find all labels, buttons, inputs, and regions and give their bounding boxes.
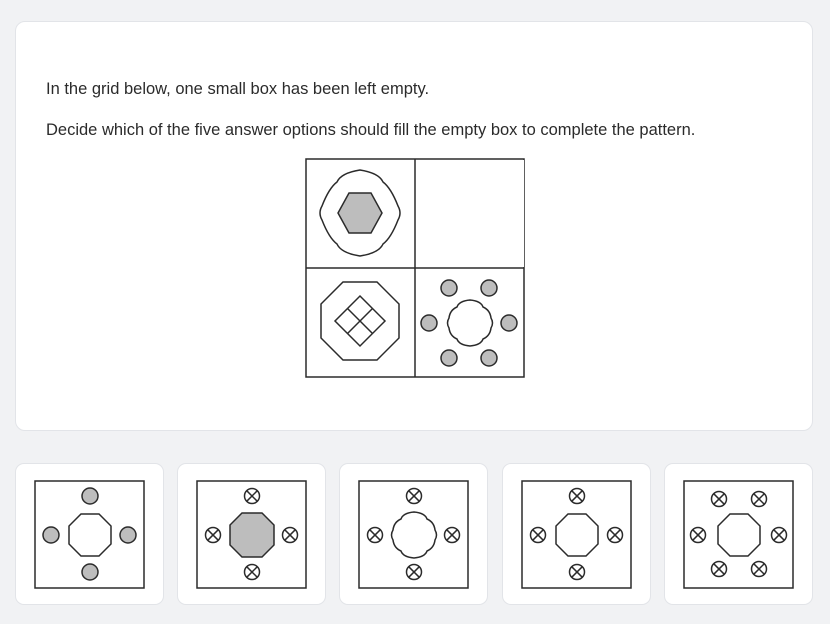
answer-option-e[interactable] [664,463,813,605]
question-text-line-1: In the grid below, one small box has been left empty. [46,80,430,98]
square-cross-in-octagon-icon [321,282,399,360]
empty-cell [416,160,524,267]
answer-option-b[interactable] [177,463,326,605]
octagon-with-four-gray-dots-icon [34,480,146,590]
question-text-line-2: Decide which of the five answer options should fill the empty box to complete the pattern. [46,121,696,139]
octagon-with-four-crossed-circles-icon [521,480,633,590]
wavy-circle-with-four-crossed-circles-icon [358,480,470,590]
answer-option-c[interactable] [339,463,488,605]
puzzle-grid [305,158,525,378]
answer-options [15,463,815,606]
gray-octagon-with-four-crossed-circles-icon [196,480,308,590]
answer-option-d[interactable] [502,463,651,605]
answer-option-a[interactable] [15,463,164,605]
question-card [15,21,813,431]
octagon-with-six-crossed-circles-icon [683,480,795,590]
